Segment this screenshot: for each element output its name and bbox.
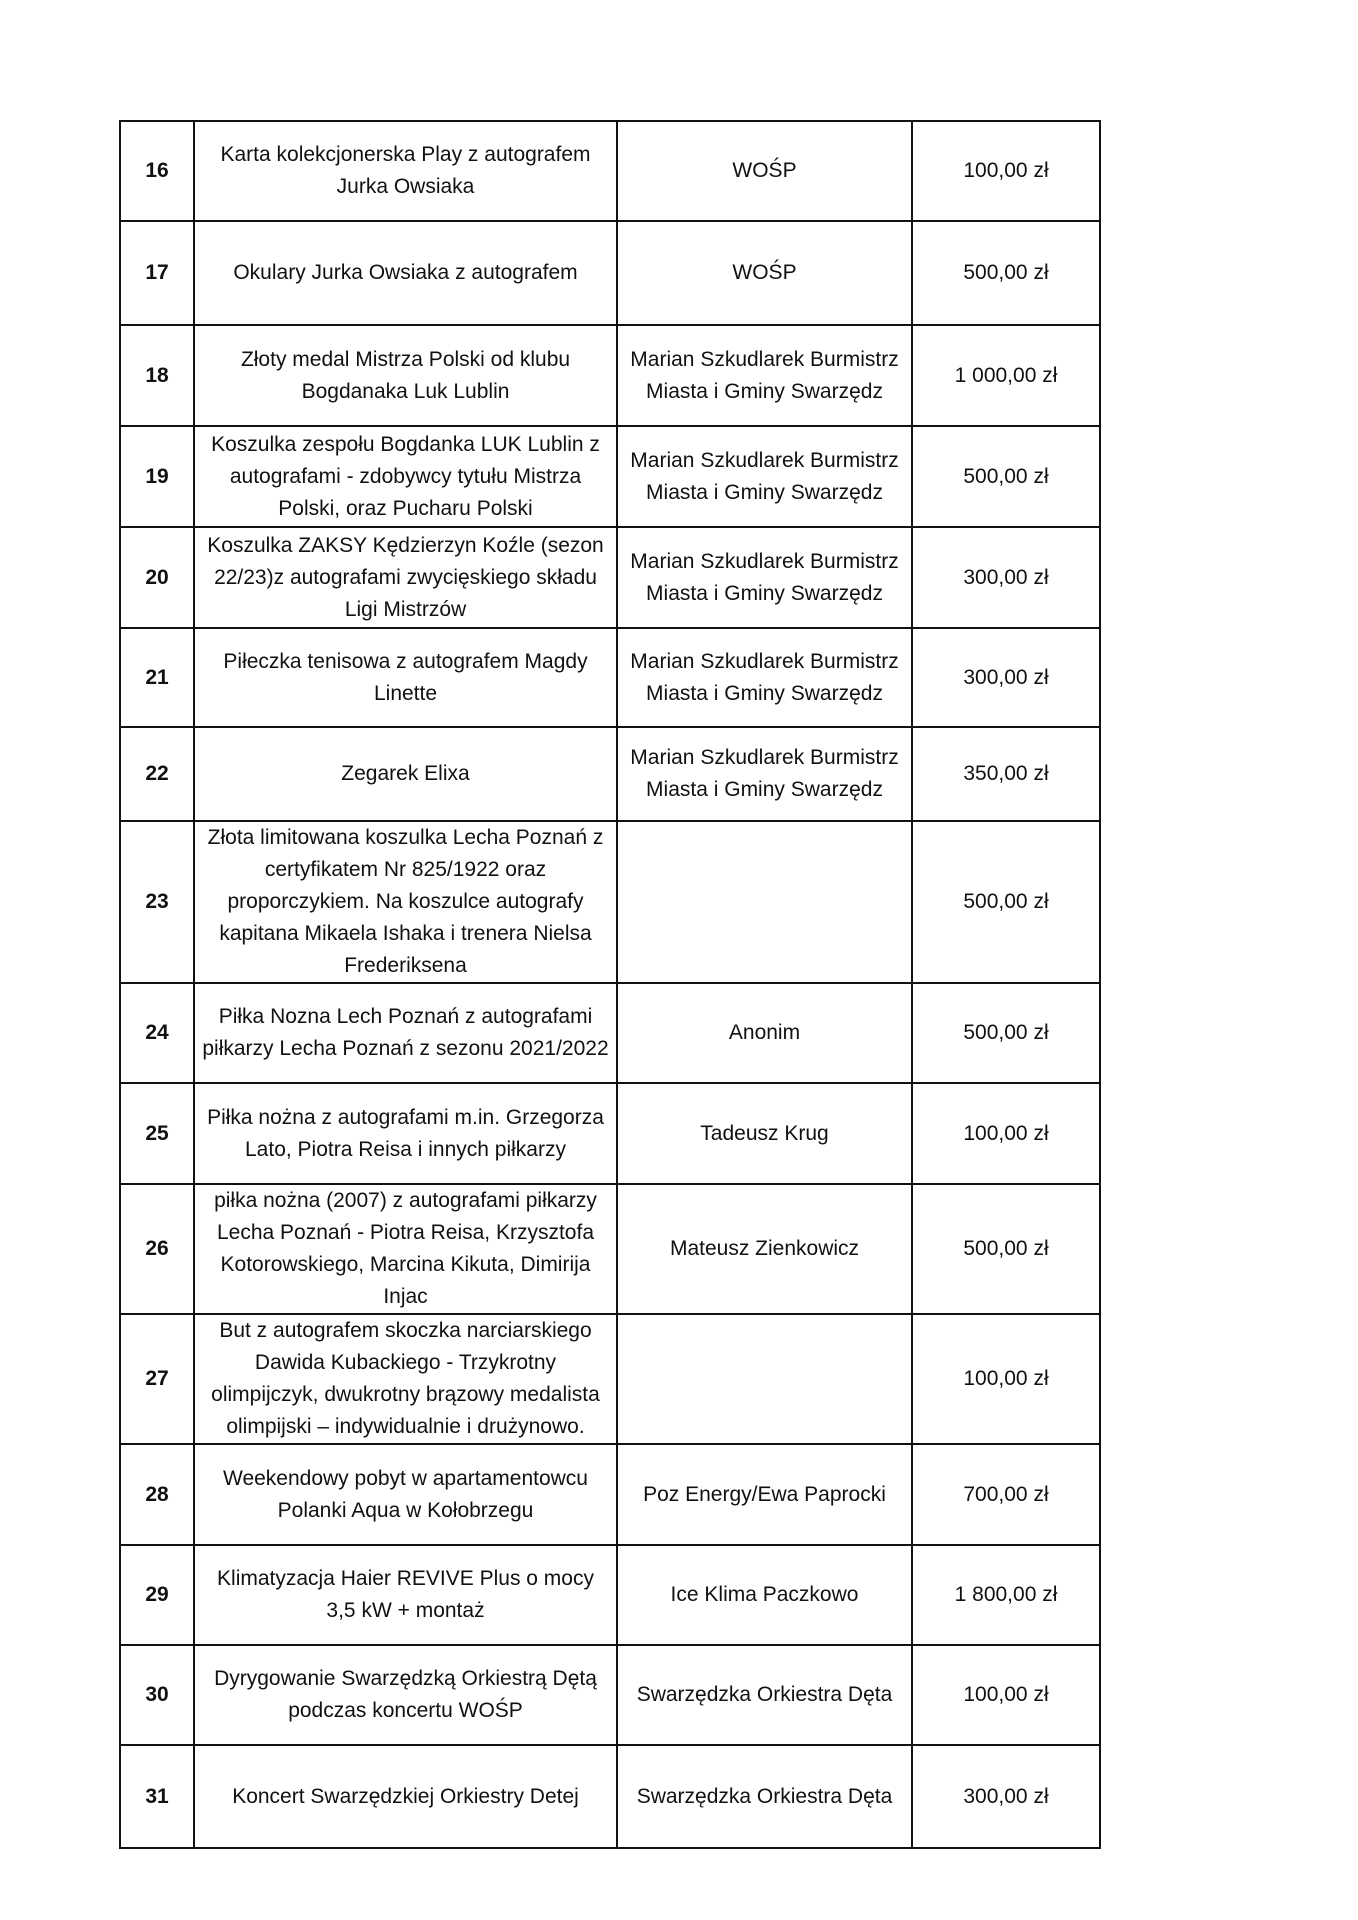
donor: Tadeusz Krug [617,1083,912,1184]
table-row [120,1314,1100,1444]
table-row [120,325,1100,426]
table-row [120,1745,1100,1848]
row-number: 21 [120,628,194,727]
row-number: 24 [120,983,194,1083]
row-number: 23 [120,821,194,983]
auction-items-table [119,120,1101,1849]
row-number: 17 [120,221,194,325]
donor: Swarzędzka Orkiestra Dęta [617,1745,912,1848]
price: 100,00 zł [912,1314,1100,1444]
donor: WOŚP [617,121,912,221]
donor: WOŚP [617,221,912,325]
item-description: Klimatyzacja Haier REVIVE Plus o mocy 3,5 kW + montaż [194,1545,617,1645]
price: 500,00 zł [912,983,1100,1083]
price: 100,00 zł [912,1645,1100,1745]
table-row [120,983,1100,1083]
donor: Ice Klima Paczkowo [617,1545,912,1645]
item-description: Koszulka zespołu Bogdanka LUK Lublin z autografami - zdobywcy tytułu Mistrza Polski, oraz Pucharu Polski [194,426,617,527]
table-row [120,727,1100,821]
donor: Marian Szkudlarek Burmistrz Miasta i Gminy Swarzędz [617,426,912,527]
item-description: Złoty medal Mistrza Polski od klubu Bogdanaka Luk Lublin [194,325,617,426]
price: 100,00 zł [912,1083,1100,1184]
donor: Marian Szkudlarek Burmistrz Miasta i Gminy Swarzędz [617,325,912,426]
table-row [120,221,1100,325]
row-number: 28 [120,1444,194,1545]
row-number: 16 [120,121,194,221]
table-row [120,1645,1100,1745]
item-description: Złota limitowana koszulka Lecha Poznań z certyfikatem Nr 825/1922 oraz proporczykiem. Na koszulce autografy kapitana Mikaela Ishaka i trenera Nielsa Frederiksena [194,821,617,983]
item-description: Okulary Jurka Owsiaka z autografem [194,221,617,325]
donor: Swarzędzka Orkiestra Dęta [617,1645,912,1745]
price: 500,00 zł [912,1184,1100,1314]
price: 500,00 zł [912,221,1100,325]
price: 500,00 zł [912,821,1100,983]
item-description: Koszulka ZAKSY Kędzierzyn Koźle (sezon 22/23)z autografami zwycięskiego składu Ligi Mistrzów [194,527,617,628]
table-row [120,821,1100,983]
donor: Marian Szkudlarek Burmistrz Miasta i Gminy Swarzędz [617,727,912,821]
table-row [120,628,1100,727]
table-row [120,121,1100,221]
table-row [120,527,1100,628]
price: 1 800,00 zł [912,1545,1100,1645]
row-number: 31 [120,1745,194,1848]
row-number: 19 [120,426,194,527]
item-description: piłka nożna (2007) z autografami piłkarzy Lecha Poznań - Piotra Reisa, Krzysztofa Kotorowskiego, Marcina Kikuta, Dimirija Injac [194,1184,617,1314]
row-number: 22 [120,727,194,821]
donor: Mateusz Zienkowicz [617,1184,912,1314]
price: 1 000,00 zł [912,325,1100,426]
item-description: Koncert Swarzędzkiej Orkiestry Detej [194,1745,617,1848]
row-number: 20 [120,527,194,628]
donor: Anonim [617,983,912,1083]
table-row [120,426,1100,527]
item-description: Weekendowy pobyt w apartamentowcu Polanki Aqua w Kołobrzegu [194,1444,617,1545]
price: 300,00 zł [912,1745,1100,1848]
item-description: Piłeczka tenisowa z autografem Magdy Linette [194,628,617,727]
price: 700,00 zł [912,1444,1100,1545]
item-description: But z autografem skoczka narciarskiego Dawida Kubackiego - Trzykrotny olimpijczyk, dwukrotny brązowy medalista olimpijski – indywidualnie i drużynowo. [194,1314,617,1444]
table-row [120,1184,1100,1314]
row-number: 25 [120,1083,194,1184]
row-number: 26 [120,1184,194,1314]
price: 300,00 zł [912,628,1100,727]
row-number: 29 [120,1545,194,1645]
item-description: Karta kolekcjonerska Play z autografem Jurka Owsiaka [194,121,617,221]
price: 500,00 zł [912,426,1100,527]
price: 350,00 zł [912,727,1100,821]
row-number: 30 [120,1645,194,1745]
donor: Poz Energy/Ewa Paprocki [617,1444,912,1545]
item-description: Piłka Nozna Lech Poznań z autografami piłkarzy Lecha Poznań z sezonu 2021/2022 [194,983,617,1083]
item-description: Dyrygowanie Swarzędzką Orkiestrą Dętą podczas koncertu WOŚP [194,1645,617,1745]
item-description: Piłka nożna z autografami m.in. Grzegorza Lato, Piotra Reisa i innych piłkarzy [194,1083,617,1184]
table-row [120,1083,1100,1184]
table-row [120,1545,1100,1645]
donor [617,1314,912,1444]
price: 100,00 zł [912,121,1100,221]
table-row [120,1444,1100,1545]
price: 300,00 zł [912,527,1100,628]
row-number: 27 [120,1314,194,1444]
donor [617,821,912,983]
item-description: Zegarek Elixa [194,727,617,821]
row-number: 18 [120,325,194,426]
donor: Marian Szkudlarek Burmistrz Miasta i Gminy Swarzędz [617,628,912,727]
donor: Marian Szkudlarek Burmistrz Miasta i Gminy Swarzędz [617,527,912,628]
